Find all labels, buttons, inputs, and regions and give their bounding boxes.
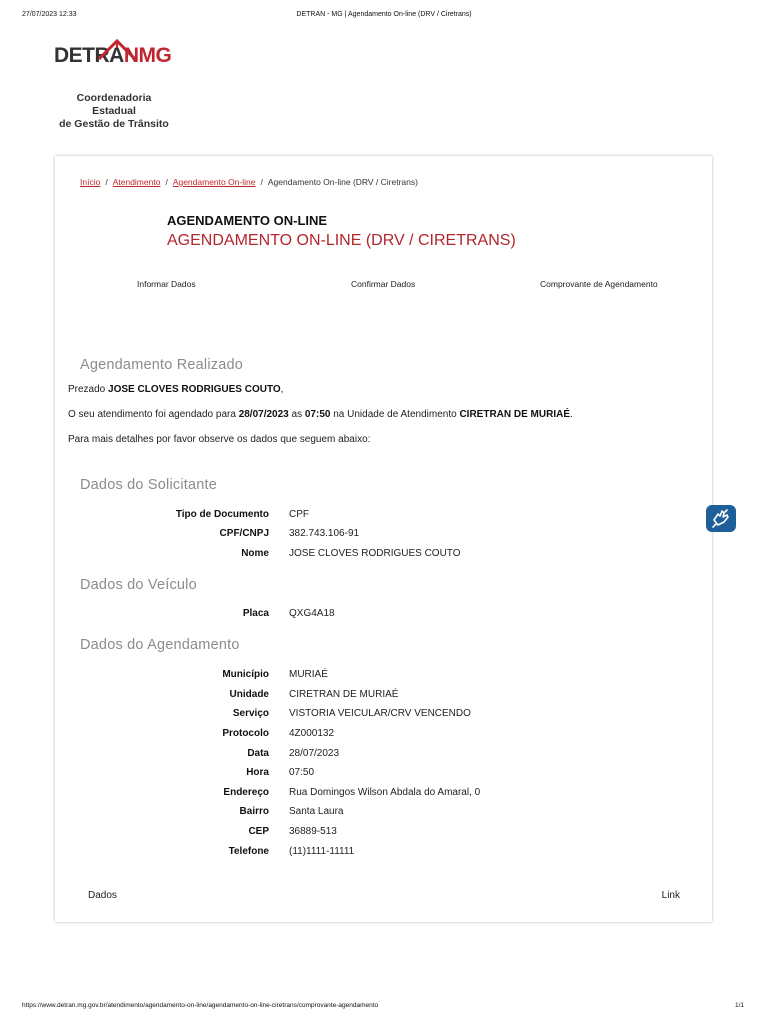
detran-logo[interactable] bbox=[54, 44, 174, 131]
schedule-text-c: na Unidade de Atendimento bbox=[330, 409, 460, 420]
greeting-text bbox=[68, 384, 283, 395]
schedule-date: 28/07/2023 bbox=[238, 409, 289, 420]
field-value: QXG4A18 bbox=[289, 608, 335, 619]
field-label: Bairro bbox=[239, 806, 269, 817]
field-label: Protocolo bbox=[222, 728, 269, 739]
field-value: (11)1111-11111 bbox=[289, 846, 355, 857]
field-data bbox=[55, 748, 712, 762]
field-label: Tipo de Documento bbox=[175, 509, 269, 520]
dados-link[interactable]: Dados bbox=[88, 890, 117, 901]
field-telefone bbox=[55, 846, 712, 860]
field-label: CEP bbox=[248, 826, 269, 837]
logo-word-detr: DETR bbox=[54, 44, 110, 67]
section-agendamento-realizado: Agendamento Realizado bbox=[80, 357, 244, 373]
field-value: Rua Domingos Wilson Abdala do Amaral, 0 bbox=[289, 787, 481, 798]
field-label: Placa bbox=[242, 608, 269, 619]
field-tipo-documento bbox=[55, 509, 712, 523]
field-label: Município bbox=[222, 669, 269, 680]
step-confirmar-dados: Confirmar Dados bbox=[351, 279, 416, 289]
logo-subtitle-line1: Coordenadoria Estadual bbox=[76, 92, 152, 117]
field-value: CPF bbox=[289, 509, 309, 520]
schedule-text bbox=[68, 409, 573, 420]
breadcrumb-inicio[interactable]: Início bbox=[80, 177, 101, 187]
page-subtitle: AGENDAMENTO ON-LINE (DRV / CIRETRANS) bbox=[167, 232, 516, 249]
breadcrumb-current: Agendamento On-line (DRV / Ciretrans) bbox=[267, 177, 418, 187]
field-municipio bbox=[55, 669, 712, 683]
details-text: Para mais detalhes por favor observe os dados que seguem abaixo: bbox=[68, 434, 371, 445]
field-value: VISTORIA VEICULAR/CRV VENCENDO bbox=[289, 708, 471, 719]
greeting-suffix: , bbox=[280, 384, 284, 395]
breadcrumb-agendamento-online[interactable]: Agendamento On-line bbox=[172, 177, 256, 187]
sign-language-icon bbox=[706, 505, 736, 532]
breadcrumb-separator: / bbox=[105, 177, 108, 187]
page-title: AGENDAMENTO ON-LINE bbox=[167, 213, 328, 228]
field-protocolo bbox=[55, 728, 712, 742]
field-label: Serviço bbox=[232, 708, 269, 719]
logo-word-nmg: NMG bbox=[123, 44, 172, 67]
schedule-time: 07:50 bbox=[304, 409, 331, 420]
schedule-unit: CIRETRAN DE MURIAÉ bbox=[459, 409, 570, 420]
field-value: 382.743.106-91 bbox=[289, 528, 360, 539]
field-servico bbox=[55, 708, 712, 722]
section-dados-solicitante: Dados do Solicitante bbox=[80, 477, 217, 493]
breadcrumb-separator: / bbox=[165, 177, 168, 187]
field-value: MURIAÉ bbox=[289, 669, 328, 680]
field-label: Hora bbox=[246, 767, 269, 778]
field-label: Telefone bbox=[228, 846, 269, 857]
field-value: 28/07/2023 bbox=[289, 748, 340, 759]
field-label: CPF/CNPJ bbox=[219, 528, 269, 539]
field-value: Santa Laura bbox=[289, 806, 344, 817]
print-page-title: DETRAN - MG | Agendamento On-line (DRV / Ciretrans) bbox=[296, 11, 472, 18]
field-label: Endereço bbox=[223, 787, 269, 798]
section-dados-veiculo: Dados do Veículo bbox=[80, 577, 197, 593]
field-label: Nome bbox=[241, 548, 269, 559]
step-informar-dados: Informar Dados bbox=[137, 279, 196, 289]
accessibility-button[interactable] bbox=[706, 505, 736, 532]
field-value: 07:50 bbox=[289, 767, 315, 778]
schedule-text-a: O seu atendimento foi agendado para bbox=[68, 409, 239, 420]
link-link[interactable]: Link bbox=[661, 890, 680, 901]
main-card bbox=[55, 156, 712, 922]
field-hora bbox=[55, 767, 712, 781]
field-label: Unidade bbox=[229, 689, 269, 700]
field-value: 4Z000132 bbox=[289, 728, 335, 739]
breadcrumb-separator: / bbox=[260, 177, 263, 187]
breadcrumb-atendimento[interactable]: Atendimento bbox=[112, 177, 161, 187]
logo-subtitle bbox=[54, 92, 174, 131]
print-datetime: 27/07/2023 12:33 bbox=[22, 11, 77, 18]
print-url: https://www.detran.mg.gov.br/atendimento/agendamento-on-line/agendamento-on-line-ciretrans/comprovante-agendamento bbox=[22, 1002, 379, 1009]
field-cep bbox=[55, 826, 712, 840]
field-nome bbox=[55, 548, 712, 562]
step-comprovante: Comprovante de Agendamento bbox=[540, 279, 658, 289]
schedule-text-b: as bbox=[288, 409, 305, 420]
field-unidade bbox=[55, 689, 712, 703]
schedule-text-d: . bbox=[570, 409, 573, 420]
logo-wordmark bbox=[54, 44, 174, 74]
field-value: 36889-513 bbox=[289, 826, 337, 837]
print-page-number: 1/1 bbox=[734, 1002, 744, 1009]
field-bairro bbox=[55, 806, 712, 820]
logo-word-a: A bbox=[109, 44, 124, 67]
field-placa bbox=[55, 608, 712, 622]
breadcrumb bbox=[80, 177, 418, 187]
field-cpf-cnpj bbox=[55, 528, 712, 542]
field-label: Data bbox=[247, 748, 269, 759]
section-dados-agendamento: Dados do Agendamento bbox=[80, 637, 240, 653]
field-value: CIRETRAN DE MURIAÉ bbox=[289, 689, 399, 700]
greeting-name: JOSE CLOVES RODRIGUES COUTO bbox=[108, 384, 281, 395]
logo-arrow-icon bbox=[97, 39, 137, 61]
field-endereco bbox=[55, 787, 712, 801]
greeting-prefix: Prezado bbox=[68, 384, 109, 395]
field-value: JOSE CLOVES RODRIGUES COUTO bbox=[289, 548, 461, 559]
logo-subtitle-line2: de Gestão de Trânsito bbox=[59, 118, 169, 130]
